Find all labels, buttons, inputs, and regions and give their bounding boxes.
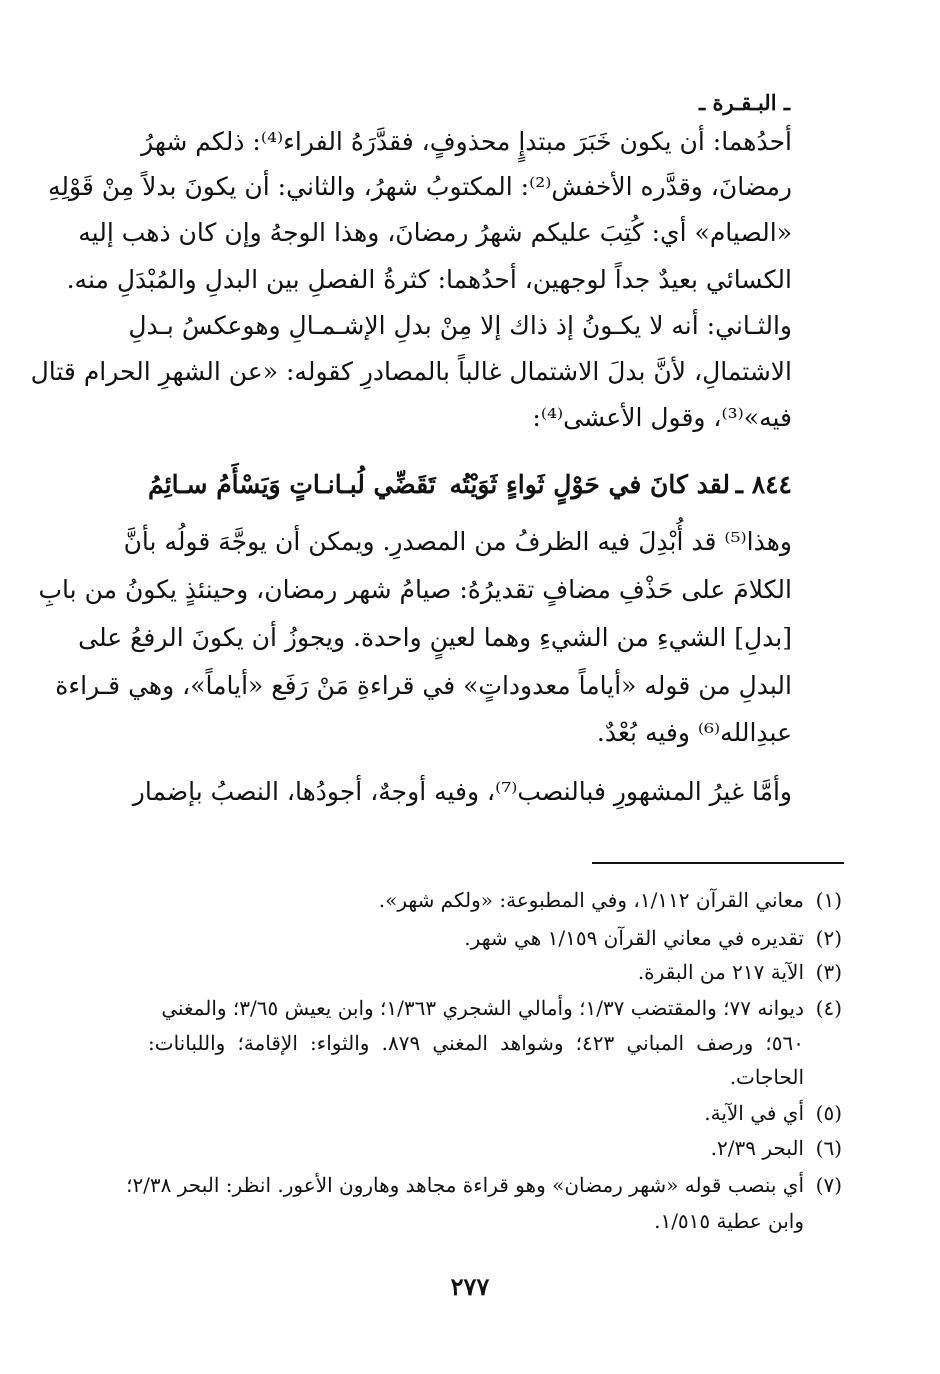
body-line: وهذا⁽⁵⁾ قد أُبْدِلَ فيه الظرفُ من المصدرِ. ويمكن أن يوجَّهَ قولُه بأنَّ: [123, 527, 792, 556]
footnote-text: أي بنصب قوله «شهر رمضان» وهو قراءة مجاهد وهارون الأعور. انظر: البحر ٢/٣٨؛: [126, 1173, 804, 1197]
body-line: وأمَّا غيرُ المشهورِ فبالنصب⁽⁷⁾، وفيه أوجهٌ، أجودُها، النصبُ بإضمار: [132, 777, 792, 806]
footnote-number: (٥): [815, 1101, 842, 1125]
footnote-number: (٤): [815, 996, 842, 1020]
footnote-continuation: الحاجات.: [729, 1065, 804, 1089]
footnote-number: (٦): [815, 1136, 842, 1160]
verse-second-hemistich: تَقَضِّي لُبـانـاتٍ وَيَسْأَمُ سـائِمُ: [148, 470, 436, 499]
verse-first-hemistich: لقد كانَ في حَوْلٍ ثَواءٍ ثَوَيْتُه: [449, 470, 730, 499]
body-line: عبدِالله⁽⁶⁾ وفيه بُعْدٌ.: [596, 718, 792, 747]
footnote-text: أي في الآية.: [704, 1101, 804, 1125]
footnote-text: معاني القرآن ١/١١٢، وفي المطبوعة: «ولكم شهر».: [378, 888, 804, 912]
footnote-continuation: وابن عطية ١/٥١٥.: [654, 1209, 804, 1233]
footnote-number: (٢): [815, 926, 842, 950]
body-line: الكسائي بعيدٌ جداً لوجهين، أحدُهما: كثرةُ الفصلِ بين البدلِ والمُبْدَلِ منه.: [66, 265, 792, 294]
footnote: [148, 957, 842, 987]
body-line: والثـاني: أنه لا يكـونُ إذ ذاك إلا مِنْ بدلِ الإشـمـالِ وهوعكسُ بـدلِ: [128, 311, 792, 340]
body-line: الاشتمالِ، لأنَّ بدلَ الاشتمال غالباً بالمصادرِ كقوله: «عن الشهرِ الحرام قتال: [30, 357, 792, 386]
footnote: [148, 1098, 842, 1128]
footnote-number: (١): [815, 888, 842, 912]
verse-number: ٨٤٤ ـ: [735, 470, 792, 499]
footnote: [148, 1133, 842, 1163]
footnote-number: (٧): [815, 1173, 842, 1197]
body-line: «الصيام» أي: كُتِبَ عليكم شهرُ رمضانَ، وهذا الوجهُ وإن كان ذهب إليه: [78, 218, 792, 247]
footnote-separator: [592, 862, 844, 864]
page-number: ٢٧٧: [450, 1272, 490, 1301]
body-line: البدلِ من قوله «أياماً معدوداتٍ» في قراءةِ مَنْ رَفَع «أياماً»، وهي قـراءة: [55, 671, 792, 700]
footnote-number: (٣): [815, 960, 842, 984]
footnote: [148, 885, 842, 915]
footnote: [148, 993, 842, 1023]
footnote-text: تقديره في معاني القرآن ١/١٥٩ هي شهر.: [464, 926, 804, 950]
body-line: أحدُهما: أن يكون خَبَرَ مبتدإٍ محذوفٍ، فقدَّرَهُ الفراء⁽⁴⁾: ذلكم شهرُ: [141, 127, 792, 156]
footnote: [126, 1170, 842, 1200]
running-header: ـ البـقـرة ـ: [698, 90, 790, 115]
body-line: رمضانَ، وقدَّره الأخفش⁽²⁾: المكتوبُ شهرُ، والثاني: أن يكونَ بدلاً مِنْ قَوْلِهِ: [47, 172, 792, 201]
body-line: فيه»⁽³⁾، وقول الأعشى⁽⁴⁾:: [532, 403, 792, 432]
footnote-text: البحر ٢/٣٩.: [710, 1136, 804, 1160]
footnote-continuation: ٥٦٠؛ ورصف المباني ٤٢٣؛ وشواهد المغني ٨٧٩. والثواء: الإقامة؛ واللبانات:: [148, 1031, 804, 1055]
body-line: [بدلِ] الشيءِ من الشيءِ وهما لعينٍ واحدة. ويجوزُ أن يكونَ الرفعُ على: [78, 623, 792, 652]
footnote-text: ديوانه ٧٧؛ والمقتضب ١/٣٧؛ وأمالي الشجري ١/٣٦٣؛ وابن يعيش ٣/٦٥؛ والمغني: [161, 996, 804, 1020]
body-line: الكلامَ على حَذْفِ مضافٍ تقديرُهُ: صيامُ شهر رمضان، وحينئذٍ يكونُ من بابِ: [38, 575, 792, 604]
footnote-text: الآية ٢١٧ من البقرة.: [637, 960, 804, 984]
footnote: [148, 923, 842, 953]
